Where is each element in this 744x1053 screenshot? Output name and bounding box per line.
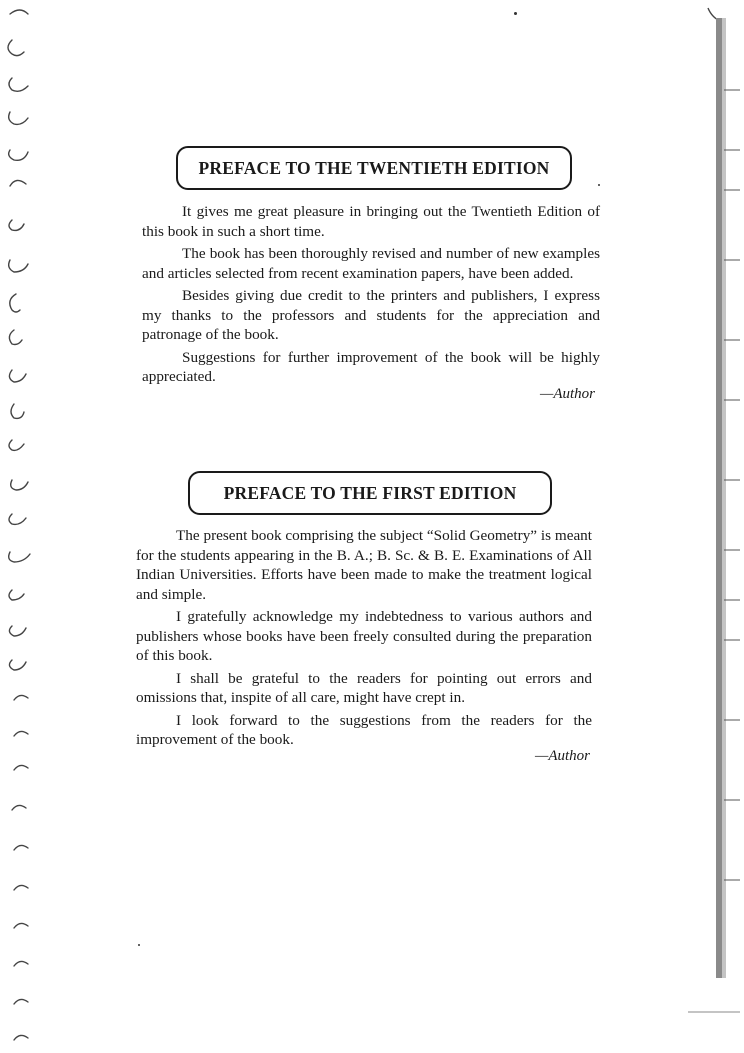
paragraph: Besides giving due credit to the printers and publishers, I express my thanks to the professors and students for the appreciation and patronage of the book. <box>142 287 600 343</box>
scan-speck <box>514 12 517 15</box>
twentieth-edition-heading <box>176 146 572 190</box>
paragraph: I shall be grateful to the readers for pointing out errors and omissions that, inspite of all care, might have crept in. <box>136 669 592 706</box>
scan-edge <box>684 0 744 1053</box>
author-signature: —Author <box>540 386 596 402</box>
paragraph: Suggestions for further improvement of the book will be highly appreciated. <box>142 348 600 385</box>
author-signature: —Author <box>535 748 591 764</box>
paragraph: The present book comprising the subject “Solid Geometry” is meant for the students appearing in the B. A.; B. Sc. & B. E. Examinations of All Indian Universities. Efforts have been made to make the treatment logical and simple. <box>136 527 592 603</box>
first-edition-title: PREFACE TO THE FIRST EDITION <box>223 482 517 503</box>
paragraph: It gives me great pleasure in bringing out the Twentieth Edition of this book in such a short time. <box>142 203 600 240</box>
paragraph: I look forward to the suggestions from the readers for the improvement of the book. <box>136 711 592 748</box>
twentieth-edition-body <box>142 202 600 390</box>
spiral-binding <box>2 0 46 1053</box>
scan-speck <box>138 944 140 946</box>
scan-speck <box>598 184 600 186</box>
paragraph: The book has been thoroughly revised and number of new examples and articles selected from recent examination papers, have been added. <box>142 245 600 282</box>
first-edition-heading <box>188 471 552 515</box>
first-edition-body <box>136 526 592 753</box>
paragraph: I gratefully acknowledge my indebtedness to various authors and publishers whose books have been freely consulted during the preparation of this book. <box>136 608 592 664</box>
twentieth-edition-title: PREFACE TO THE TWENTIETH EDITION <box>198 157 550 178</box>
